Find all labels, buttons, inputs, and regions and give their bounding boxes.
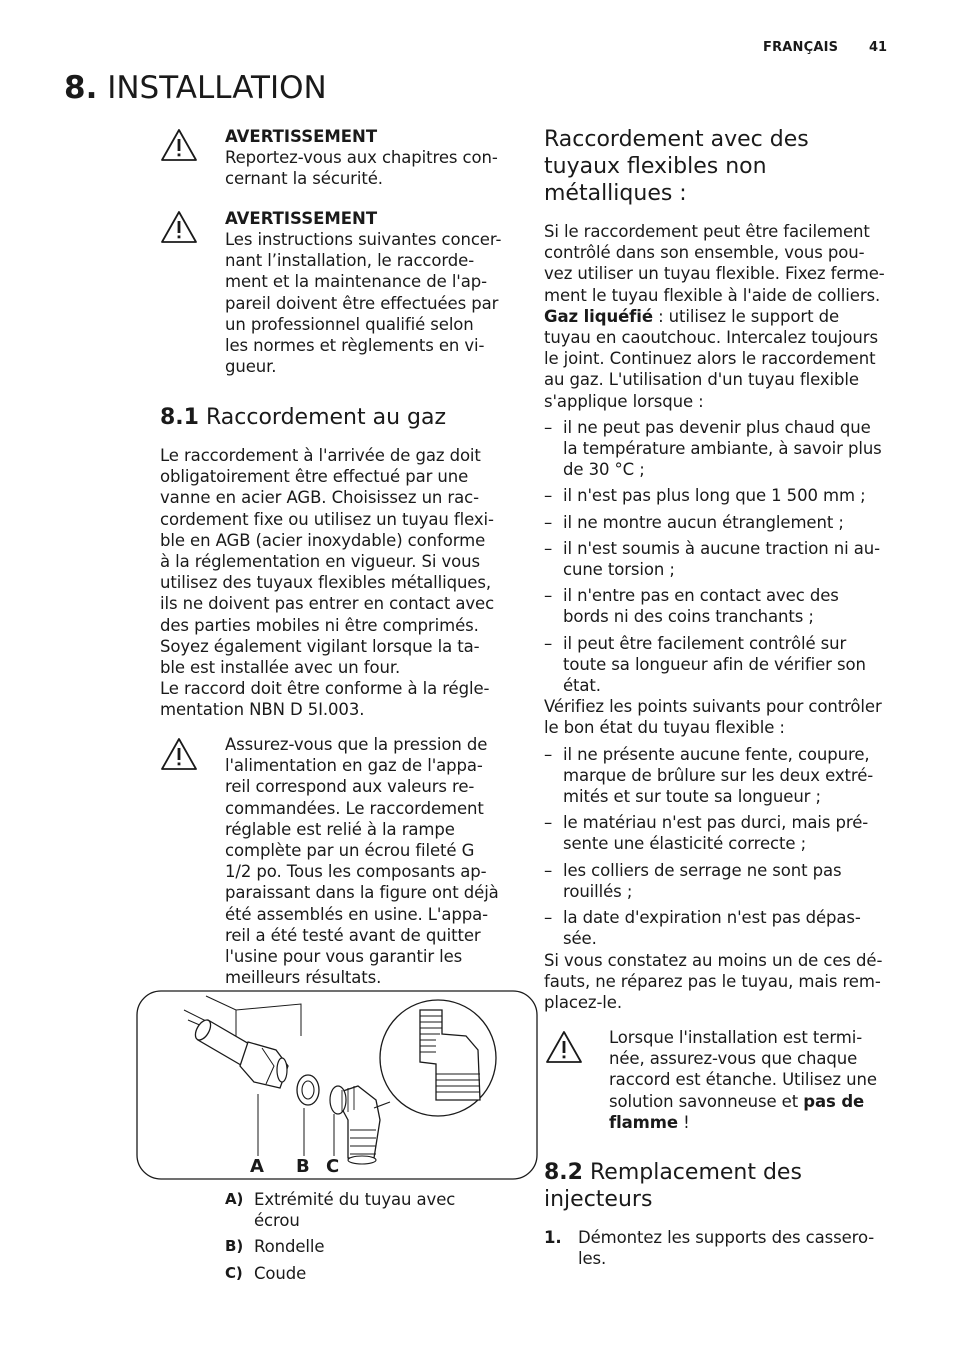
legend-item <box>225 1236 525 1257</box>
text-line: utilisez des tuyaux flexibles métalliques, <box>160 573 492 593</box>
legend-key: A) <box>225 1190 244 1208</box>
conditions-list <box>544 417 914 696</box>
text-line: ment le tuyau flexible à l'aide de colliers. <box>544 285 881 305</box>
text-line: 1/2 po. Tous les composants ap- <box>225 862 487 882</box>
text-line: ble en AGB (acier inoxydable) conforme <box>160 530 486 550</box>
heading-line <box>544 1159 914 1186</box>
list-item: – il n'est pas plus long que 1 500 mm ; <box>544 485 914 506</box>
legend-item <box>225 1189 525 1231</box>
heading-line: injecteurs <box>544 1187 653 1212</box>
legend-text: Rondelle <box>254 1237 325 1257</box>
text-line: vez utiliser un tuyau flexible. Fixez ferme- <box>544 264 885 284</box>
text-line: Reportez-vous aux chapitres con- <box>225 148 498 167</box>
text-line: sente une élasticité correcte ; <box>563 834 807 854</box>
text-line: marque de brûlure sur les deux extré- <box>563 765 874 785</box>
text-line: le bon état du tuyau flexible : <box>544 718 785 738</box>
text-line: des parties mobiles ni être comprimés. <box>160 615 479 635</box>
legend-key: B) <box>225 1237 244 1256</box>
page-title <box>64 70 327 106</box>
text-line: il peut être facilement contrôlé sur <box>563 633 847 653</box>
text-line: toute sa longueur afin de vérifier son <box>563 654 866 674</box>
title-text: INSTALLATION <box>107 70 327 106</box>
text-line: il ne montre aucun étranglement ; <box>563 512 844 532</box>
lpg-line <box>544 306 914 327</box>
section-8-1-heading <box>160 404 446 431</box>
text-line: rouillés ; <box>563 881 633 901</box>
heading-line: métalliques : <box>544 181 687 206</box>
text-fragment: ! <box>677 1112 690 1132</box>
lpg-label: Gaz liquéfié <box>544 306 653 326</box>
text-line: obligatoirement être effectué par une <box>160 467 469 487</box>
text-line: Lorsque l'installation est termi- <box>609 1028 863 1047</box>
checks-list <box>544 744 914 950</box>
text-line: les colliers de serrage ne sont pas <box>563 860 842 880</box>
text-line <box>609 1112 909 1133</box>
text-line: Le raccord doit être conforme à la régle- <box>160 679 490 699</box>
step-text <box>578 1227 874 1269</box>
list-item: – il n'entre pas en contact avec des bords ni des coins tranchants ; <box>544 585 914 627</box>
list-item: – le matériau n'est pas durci, mais pré- sente une élasticité correcte ; <box>544 812 914 854</box>
warning-text <box>225 147 525 189</box>
text-line: nant l’installation, le raccorde- <box>225 251 475 271</box>
section-heading-text: Remplacement des <box>589 1160 802 1185</box>
text-line: Extrémité du tuyau avec <box>254 1190 456 1209</box>
section-8-1-body <box>160 445 520 721</box>
list-item: – il ne présente aucune fente, coupure, marque de brûlure sur les deux extré- mités et sur toute sa longueur ; <box>544 744 914 808</box>
figure-label-b: B <box>296 1156 310 1177</box>
text-line: cordement fixe ou utilisez un tuyau flexi- <box>160 509 494 529</box>
text-line: de 30 °C ; <box>563 460 645 480</box>
section-number: 8.2 <box>544 1160 583 1185</box>
figure-label-a: A <box>250 1156 264 1177</box>
text-line: il n'est soumis à aucune traction ni au- <box>563 538 880 558</box>
caution-pressure-text <box>225 734 525 988</box>
list-item: – les colliers de serrage ne sont pas rouillés ; <box>544 860 914 902</box>
text-line: fauts, ne réparez pas le tuyau, mais rem- <box>544 971 881 991</box>
text-line: raccord est étanche. Utilisez une <box>609 1070 877 1090</box>
heading-line: tuyaux flexibles non <box>544 154 767 179</box>
hose-end-icon <box>192 1017 288 1088</box>
text-line: vanne en acier AGB. Choisissez un rac- <box>160 488 479 508</box>
text-line: née, assurez-vous que chaque <box>609 1049 858 1069</box>
text-line: tuyau en caoutchouc. Intercalez toujours <box>544 328 878 348</box>
elbow-detail-icon <box>374 1000 496 1116</box>
text-line: Si vous constatez au moins un de ces dé- <box>544 950 883 970</box>
text-line: Démontez les supports des cassero- <box>578 1228 875 1247</box>
text-line: réglable est relié à la rampe <box>225 819 455 839</box>
text-line: ils ne doivent pas entrer en contact avec <box>160 594 495 614</box>
text-line: un professionnel qualifié selon <box>225 314 474 334</box>
caution-leak-text <box>609 1027 909 1133</box>
text-line: le matériau n'est pas durci, mais pré- <box>563 813 869 833</box>
legend-item <box>225 1263 525 1284</box>
section-8-2-heading <box>544 1159 914 1213</box>
elbow-icon <box>330 1086 380 1164</box>
list-item: – il n'est soumis à aucune traction ni au- cune torsion ; <box>544 538 914 580</box>
warning-block-2 <box>225 208 525 377</box>
gas-connection-figure <box>136 990 538 1182</box>
text-line: bords ni des coins tranchants ; <box>563 607 814 627</box>
text-line: sée. <box>563 929 597 949</box>
text-line: Si le raccordement peut être facilement <box>544 222 870 241</box>
text-line: reil a été testé avant de quitter <box>225 925 481 945</box>
text-line: ble est installée avec un four. <box>160 658 401 678</box>
step-number: 1. <box>544 1228 562 1247</box>
text-line: état. <box>563 676 601 696</box>
steps-list <box>544 1227 914 1269</box>
text-line: il ne peut pas devenir plus chaud que <box>563 417 871 437</box>
text-line: les normes et règlements en vi- <box>225 336 485 356</box>
text-line: Le raccordement à l'arrivée de gaz doit <box>160 446 481 465</box>
text-bold: pas de <box>803 1091 865 1111</box>
text-line: cernant la sécurité. <box>225 169 383 189</box>
warning-icon <box>160 210 198 244</box>
text-line: reil correspond aux valeurs re- <box>225 777 475 797</box>
warning-icon <box>160 128 198 162</box>
heading-line: Raccordement avec des <box>544 127 809 152</box>
legend-text <box>254 1189 455 1231</box>
header-language: FRANÇAIS <box>763 40 839 55</box>
text-line: la date d'expiration n'est pas dépas- <box>563 908 861 928</box>
legend-key: C) <box>225 1263 243 1282</box>
warning-title: AVERTISSEMENT <box>225 127 378 146</box>
text-line: l'usine pour vous garantir les <box>225 947 463 967</box>
text-line: il n'est pas plus long que 1 500 mm ; <box>563 486 866 506</box>
page-number: 41 <box>869 40 888 55</box>
text-line: pareil doivent être effectuées par <box>225 293 499 313</box>
text-line: Assurez-vous que la pression de <box>225 735 488 754</box>
text-bold: flamme <box>609 1112 678 1132</box>
text-line: à la réglementation en vigueur. Si vous <box>160 552 481 572</box>
list-item: – la date d'expiration n'est pas dépas- sée. <box>544 907 914 949</box>
legend-text: Coude <box>254 1263 307 1283</box>
text-line: commandées. Le raccordement <box>225 798 484 818</box>
text-line: le joint. Continuez alors le raccordement <box>544 349 876 369</box>
text-line: cune torsion ; <box>563 560 675 580</box>
text-line: meilleurs résultats. <box>225 968 382 988</box>
text-line: contrôlé dans son ensemble, vous pou- <box>544 243 865 263</box>
text-line: s'applique lorsque : <box>544 391 704 411</box>
text-line: il n'entre pas en contact avec des <box>563 586 839 606</box>
text-line: au gaz. L'utilisation d'un tuyau flexible <box>544 370 859 390</box>
text-line: gueur. <box>225 357 277 377</box>
lpg-text: : utilisez le support de <box>652 306 840 326</box>
warning-text <box>225 229 525 377</box>
text-line: écrou <box>254 1211 300 1231</box>
text-line: été assemblés en usine. L'appa- <box>225 904 488 924</box>
section-number: 8.1 <box>160 405 199 430</box>
text-line: mentation NBN D 5I.003. <box>160 700 365 720</box>
title-number: 8. <box>64 70 98 106</box>
text-line: complète par un écrou fileté G <box>225 841 475 861</box>
flexible-hose-body <box>544 221 914 1013</box>
warning-block-1 <box>225 126 525 189</box>
text-line: Vérifiez les points suivants pour contrôler <box>544 697 882 717</box>
text-line: il ne présente aucune fente, coupure, <box>563 744 870 764</box>
list-item: – il ne montre aucun étranglement ; <box>544 512 914 533</box>
text-line: Soyez également vigilant lorsque la ta- <box>160 636 480 656</box>
washer-icon <box>297 1075 319 1105</box>
warning-title: AVERTISSEMENT <box>225 209 378 228</box>
figure-legend <box>225 1189 525 1289</box>
text-line: paraissant dans la figure ont déjà <box>225 883 499 903</box>
figure-label-c: C <box>326 1156 340 1177</box>
text-line: l'alimentation en gaz de l'appa- <box>225 756 483 776</box>
text-line: mités et sur toute sa longueur ; <box>563 787 821 807</box>
warning-icon <box>545 1030 583 1064</box>
text-line: ment et la maintenance de l'ap- <box>225 272 487 292</box>
text-line <box>609 1091 909 1112</box>
text-line: la température ambiante, à savoir plus <box>563 439 882 459</box>
warning-icon <box>160 737 198 771</box>
text-line: Les instructions suivantes concer- <box>225 230 502 249</box>
section-heading-text: Raccordement au gaz <box>205 405 447 430</box>
list-item: – il peut être facilement contrôlé sur toute sa longueur afin de vérifier son état. <box>544 633 914 697</box>
flexible-hose-heading <box>544 126 914 207</box>
text-line: les. <box>578 1249 607 1269</box>
text-fragment: solution savonneuse et <box>609 1091 804 1111</box>
text-line: placez-le. <box>544 992 622 1012</box>
list-item: – il ne peut pas devenir plus chaud que la température ambiante, à savoir plus de 30 °C ; <box>544 417 914 481</box>
